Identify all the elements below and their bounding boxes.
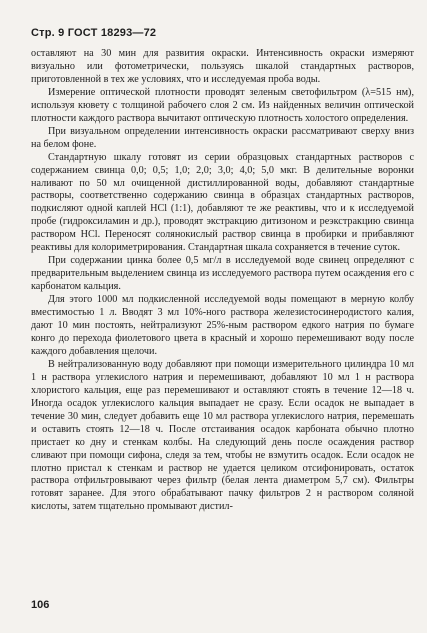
paragraph: Измерение оптической плотности проводят зеленым светофильтром (λ=515 нм), используя кювету с толщиной рабочего слоя 2 см. Из найденных величин оптической плотности каждого раствора вычитают оптическую плотность холостого определения. xyxy=(31,86,414,124)
paragraph: При содержании цинка более 0,5 мг/л в исследуемой воде свинец определяют с предварительным выделением свинца из исследуемого раствора путем осаждения его с карбонатом кальция. xyxy=(31,255,414,293)
page-header: Стр. 9 ГОСТ 18293—72 xyxy=(31,27,157,39)
page-number: 106 xyxy=(31,599,50,611)
paragraph: оставляют на 30 мин для развития окраски. Интенсивность окраски измеряют визуально или фотометрически, пользуясь шкалой стандартных растворов, приготовленной в тех же условиях, что и исследуемая проба воды. xyxy=(31,48,414,85)
paragraph: При визуальном определении интенсивность окраски рассматривают сверху вниз на белом фоне. xyxy=(31,125,414,150)
body-text xyxy=(31,48,414,514)
paragraph: В нейтрализованную воду добавляют при помощи измерительного цилиндра 10 мл 1 н раствора углекислого натрия и перемешивают, добавляют 10 мл 1 н раствора хлористого кальция, еще раз перемешивают и оставляют стоять в течение 12—18 ч. Иногда осадок углекислого кальция выпадает не сразу. Если осадок не выпадает в течение 30 мин, следует добавить еще 10 мл раствора углекислого натрия, перемешать и оставить стоять 12—18 ч. После отстаивания осадок карбоната обычно плотно пристает ко дну и стенкам колбы. На следующий день после осаждения раствор сливают при помощи сифона, следя за тем, чтобы не взмутить осадок. Если осадок не плотно пристал к стенкам и раствор не удается целиком отсифонировать, остаток раствора отфильтровывают через фильтр (белая лента диаметром 5,7 см). Фильтры готовят заранее. Для этого обрабатывают пачку фильтров 2 н раствором соляной кислоты, затем тщательно промывают дистил- xyxy=(31,358,414,513)
paragraph: Для этого 1000 мл подкисленной исследуемой воды помещают в мерную колбу вместимостью 1 л. Вводят 3 мл 10%-ного раствора железистосинеродистого калия, дают 10 мин постоять, нейтрализуют 25%-ным раствором едкого натрия по бумаге конго до перехода фиолетового цвета в красный и хорошо перемешивают воду после каждого добавления щелочи. xyxy=(31,294,414,357)
paragraph: Стандартную шкалу готовят из серии образцовых стандартных растворов с содержанием свинца 0,0; 0,5; 1,0; 2,0; 3,0; 4,0; 5,0 мкг. В делительные воронки наливают по 50 мл очищенной дистиллированной воды, добавляют стандартные растворы, соответственно содержанию свинца в образцах стандартных растворов, подкисляют одной каплей HCl (1:1), добавляют те же реактивы, что и к исследуемой пробе (гидроксиламин и др.), проводят экстракцию дитизоном и реэкстракцию свинца раствором HCl. Переносят солянокислый раствор свинца в пробирки и прибавляют реактивы для колориметрирования. Стандартная шкала сохраняется в течение суток. xyxy=(31,151,414,254)
